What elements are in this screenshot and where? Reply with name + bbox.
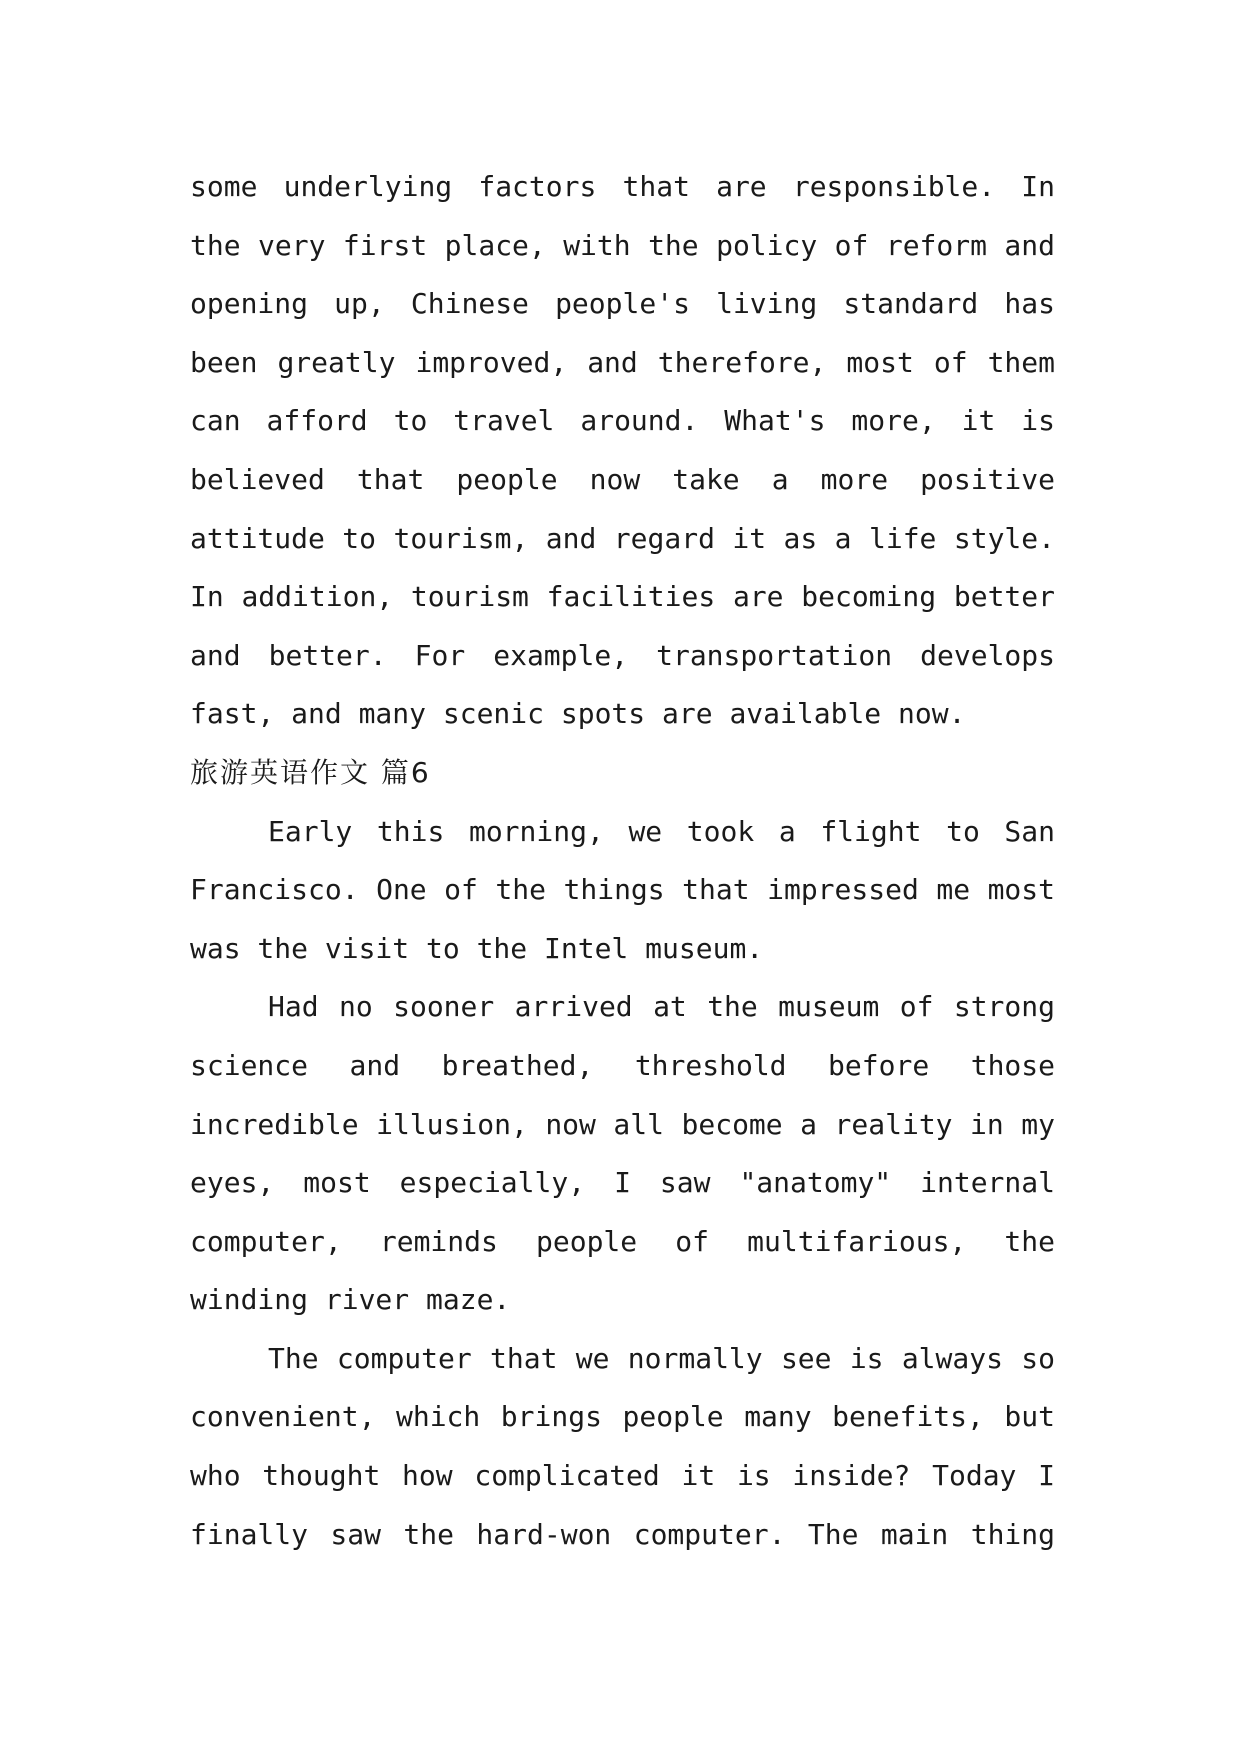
text-line: can afford to travel around. What's more, it is <box>190 404 1055 438</box>
text-line: believed that people now take a more positive <box>190 462 1055 496</box>
text-line: opening up, Chinese people's living standard has <box>190 287 1055 321</box>
text-line: Had no sooner arrived at the museum of strong <box>268 990 1055 1024</box>
text-line: convenient, which brings people many benefits, but <box>190 1400 1055 1434</box>
text-line: was the visit to the Intel museum. <box>190 931 764 965</box>
paragraph-3 <box>190 1330 1055 1564</box>
text-line: some underlying factors that are responsible. In <box>190 170 1055 203</box>
text-line: Francisco. One of the things that impressed me most <box>190 873 1055 907</box>
section-heading: 旅游英语作文 篇6 <box>190 755 431 789</box>
text-line: winding river maze. <box>190 1283 511 1317</box>
document-body <box>190 158 1055 1564</box>
text-line: the very first place, with the policy of reform and <box>190 228 1055 262</box>
text-line: attitude to tourism, and regard it as a life style. <box>190 521 1055 555</box>
text-line: science and breathed, threshold before those <box>190 1048 1055 1082</box>
paragraph-2 <box>190 978 1055 1330</box>
text-line: computer, reminds people of multifarious, the <box>190 1224 1055 1258</box>
text-line: finally saw the hard-won computer. The main thing <box>190 1517 1055 1551</box>
text-line: eyes, most especially, I saw "anatomy" internal <box>190 1166 1055 1200</box>
paragraph-1 <box>190 803 1055 979</box>
text-line: fast, and many scenic spots are available now. <box>190 697 966 731</box>
text-line: In addition, tourism facilities are becoming better <box>190 580 1055 614</box>
text-line: been greatly improved, and therefore, most of them <box>190 345 1055 379</box>
text-line: and better. For example, transportation develops <box>190 638 1055 672</box>
text-line: Early this morning, we took a flight to San <box>268 814 1055 848</box>
text-line: incredible illusion, now all become a reality in my <box>190 1107 1055 1141</box>
text-line: who thought how complicated it is inside? Today I <box>190 1459 1055 1493</box>
text-line: The computer that we normally see is always so <box>268 1341 1055 1375</box>
paragraph-continuation <box>190 158 1055 744</box>
